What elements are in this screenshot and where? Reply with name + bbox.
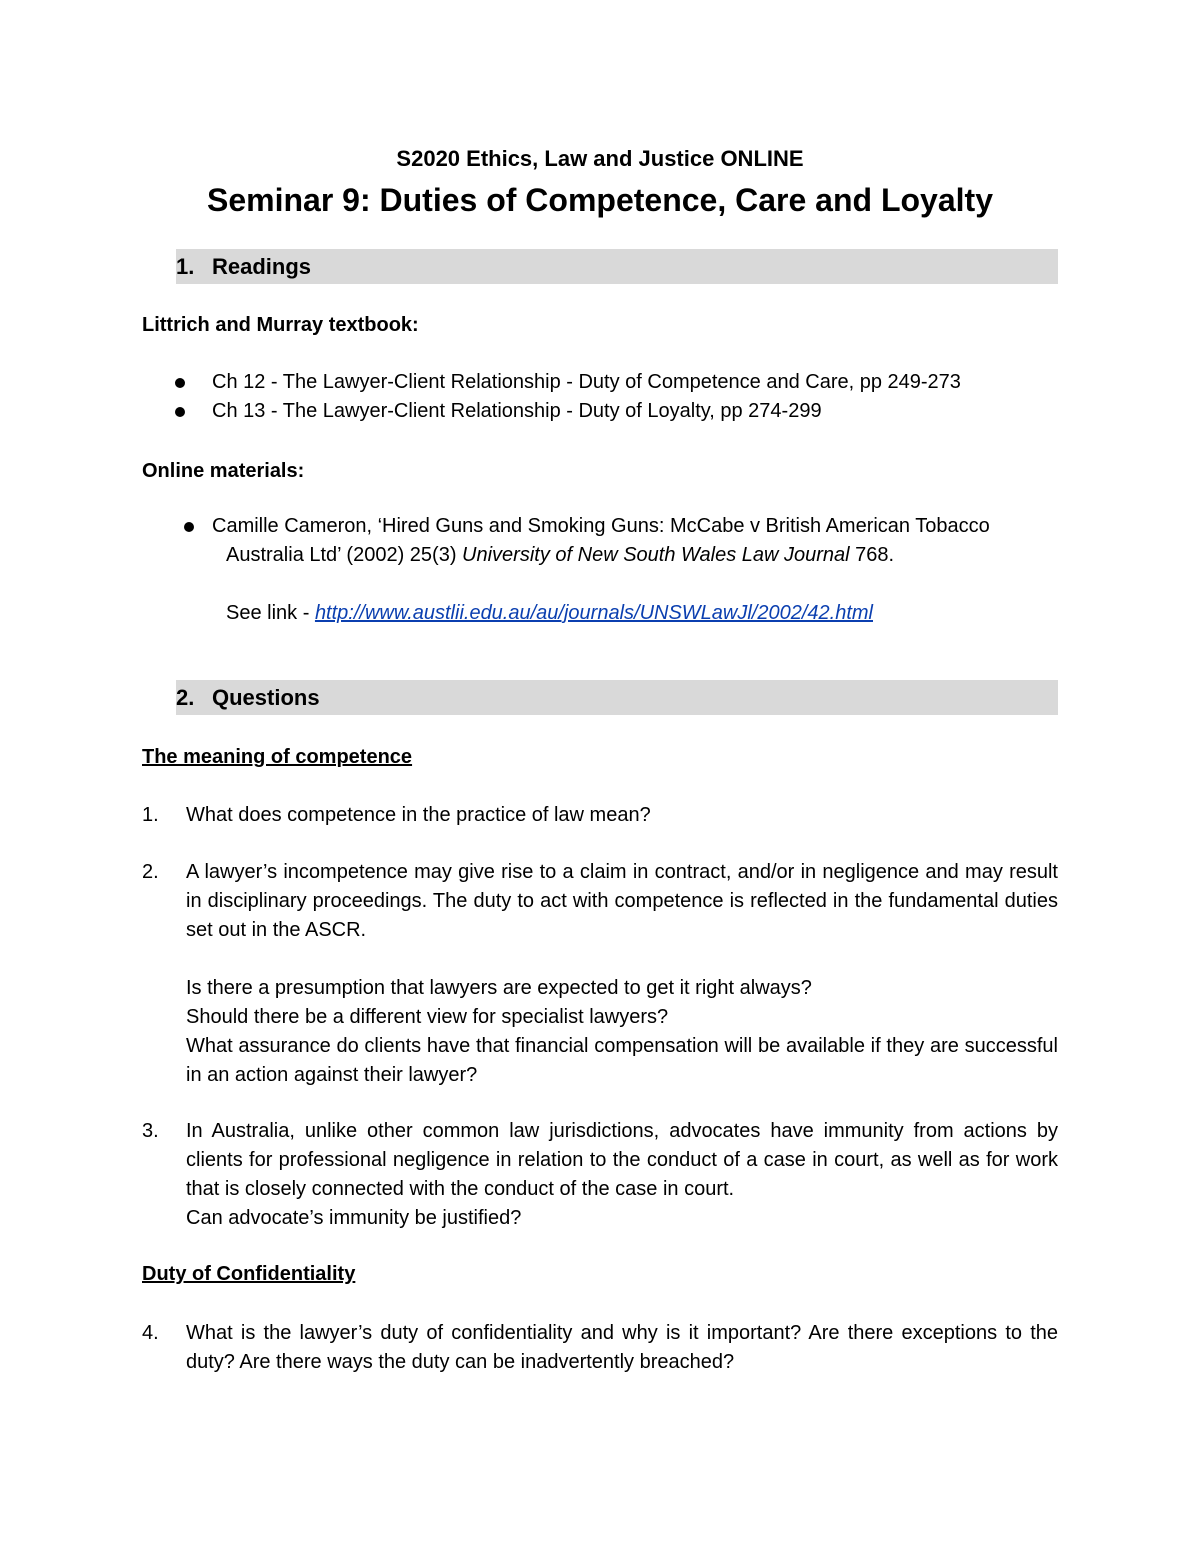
- question-subtext: Can advocate’s immunity be justified?: [186, 1207, 522, 1229]
- question-text: A lawyer’s incompetence may give rise to a claim in contract, and/or in negligence and may result in disciplinary proceedings. The duty to act with competence is reflected in the fundamental duties set out in the ASCR.: [186, 861, 1058, 941]
- see-link-label: See link -: [226, 602, 315, 624]
- question-text: What does competence in the practice of law mean?: [186, 804, 651, 826]
- citation-text: Australia Ltd’ (2002) 25(3): [226, 544, 463, 566]
- textbook-item: Ch 12 - The Lawyer-Client Relationship - Duty of Competence and Care, pp 249-273: [212, 371, 961, 393]
- question-subtext: Should there be a different view for specialist lawyers?: [186, 1006, 669, 1028]
- section-heading-readings: [176, 249, 1058, 284]
- question-number: 3.: [142, 1120, 159, 1142]
- bullet-icon: [175, 407, 185, 417]
- section-number: 2.: [176, 685, 195, 710]
- textbook-heading: Littrich and Murray textbook:: [142, 314, 419, 336]
- journal-name: University of New South Wales Law Journal: [462, 544, 850, 566]
- confidentiality-heading: Duty of Confidentiality: [142, 1263, 356, 1285]
- citation-page: 768.: [849, 544, 895, 566]
- question-number: 1.: [142, 804, 159, 826]
- question-number: 2.: [142, 861, 159, 883]
- course-title: S2020 Ethics, Law and Justice ONLINE: [396, 146, 804, 171]
- online-item-line2: [226, 544, 894, 567]
- online-materials-heading: Online materials:: [142, 460, 305, 482]
- section-number: 1.: [176, 254, 195, 279]
- question-subtext: What assurance do clients have that financial compensation will be available if they are successful in an action against their lawyer?: [186, 1035, 1058, 1086]
- section-label: Questions: [212, 685, 320, 710]
- austlii-link[interactable]: http://www.austlii.edu.au/au/journals/UNSWLawJl/2002/42.html: [314, 602, 873, 624]
- section-label: Readings: [212, 254, 312, 279]
- bullet-icon: [175, 378, 185, 388]
- question-subtext: Is there a presumption that lawyers are expected to get it right always?: [186, 977, 812, 999]
- online-item-line1: Camille Cameron, ‘Hired Guns and Smoking Guns: McCabe v British American Tobacco: [212, 515, 990, 537]
- competence-heading: The meaning of competence: [142, 746, 413, 768]
- textbook-item: Ch 13 - The Lawyer-Client Relationship - Duty of Loyalty, pp 274-299: [212, 400, 822, 422]
- question-text: In Australia, unlike other common law jurisdictions, advocates have immunity from actions by clients for professional negligence in relation to the conduct of a case in court, as well as for work that is closely connected with the conduct of the case in court.: [186, 1120, 1058, 1200]
- seminar-title: Seminar 9: Duties of Competence, Care and Loyalty: [207, 182, 993, 218]
- question-number: 4.: [142, 1322, 159, 1344]
- see-link-line: [226, 602, 873, 625]
- section-heading-questions: [176, 680, 1058, 715]
- bullet-icon: [184, 522, 194, 532]
- question-text: What is the lawyer’s duty of confidentiality and why is it important? Are there exceptions to the duty? Are there ways the duty can be inadvertently breached?: [186, 1322, 1058, 1373]
